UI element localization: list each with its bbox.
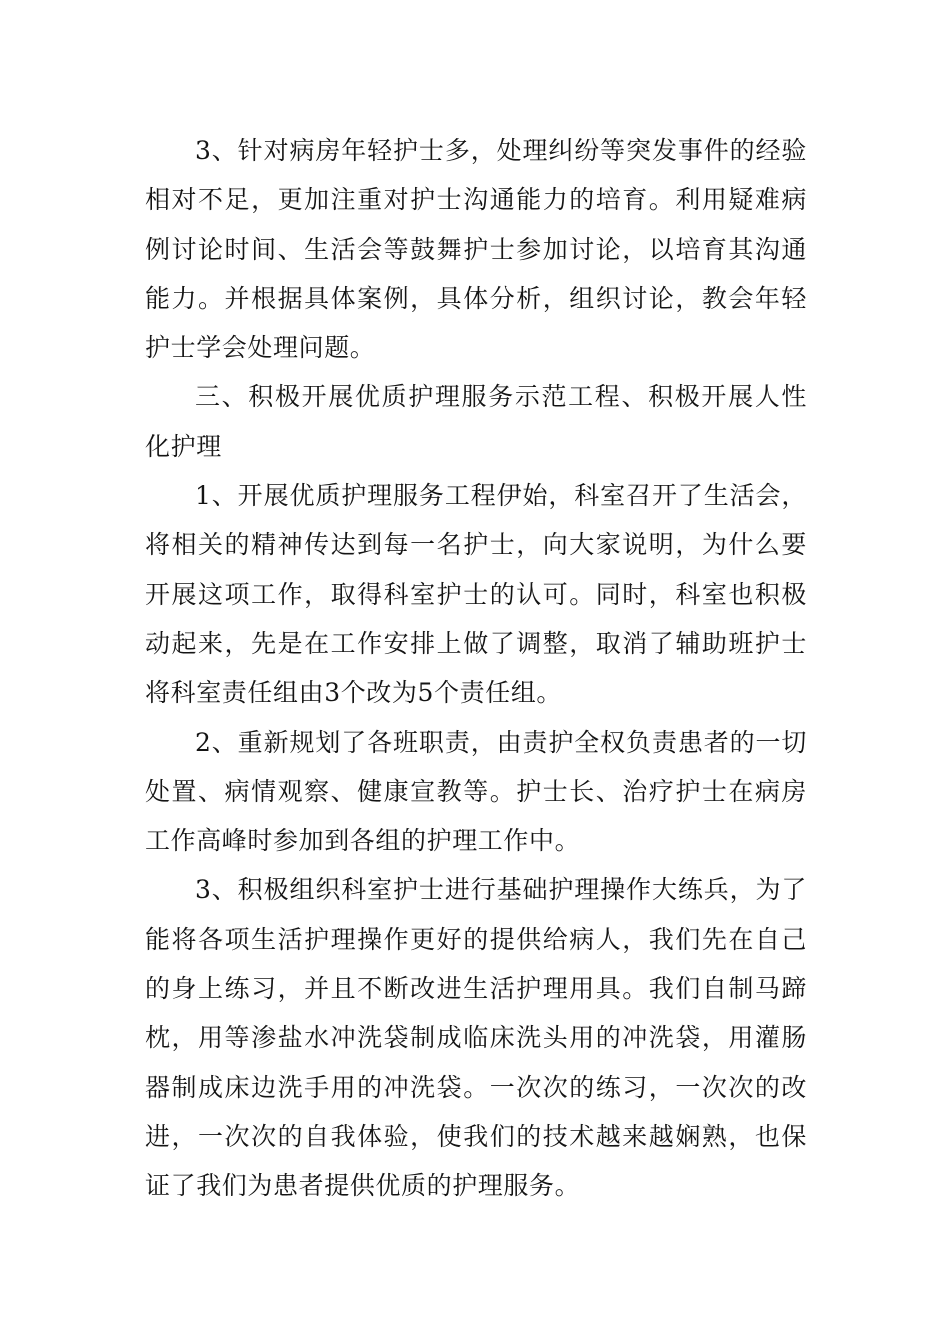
paragraph-duty-planning: 2、重新规划了各班职责，由责护全权负责患者的一切处置、病情观察、健康宣教等。护士长、治疗护士在病房工作高峰时参加到各组的护理工作中。	[145, 727, 807, 856]
paragraph-skills-practice: 3、积极组织科室护士进行基础护理操作大练兵，为了能将各项生活护理操作更好的提供给病人，我们先在自己的身上练习，并且不断改进生活护理用具。我们自制马蹄枕，用等渗盐水冲洗袋制成临床洗头用的冲洗袋，用灌肠器制成床边洗手用的冲洗袋。一次次的练习，一次次的改进，一次次的自我体验，使我们的技术越来越娴熟，也保证了我们为患者提供优质的护理服务。	[145, 875, 807, 1201]
paragraph-project-launch: 1、开展优质护理服务工程伊始，科室召开了生活会，将相关的精神传达到每一名护士，向大家说明，为什么要开展这项工作，取得科室护士的认可。同时，科室也积极动起来，先是在工作安排上做了调整，取消了辅助班护士将科室责任组由3个改为5个责任组。	[145, 481, 807, 708]
section-heading-quality-care: 三、积极开展优质护理服务示范工程、积极开展人性化护理	[145, 382, 807, 461]
paragraph-communication-training: 3、针对病房年轻护士多，处理纠纷等突发事件的经验相对不足，更加注重对护士沟通能力的培育。利用疑难病例讨论时间、生活会等鼓舞护士参加讨论，以培育其沟通能力。并根据具体案例，具体分析，组织讨论，教会年轻护士学会处理问题。	[145, 136, 807, 363]
document-body	[145, 126, 807, 1211]
